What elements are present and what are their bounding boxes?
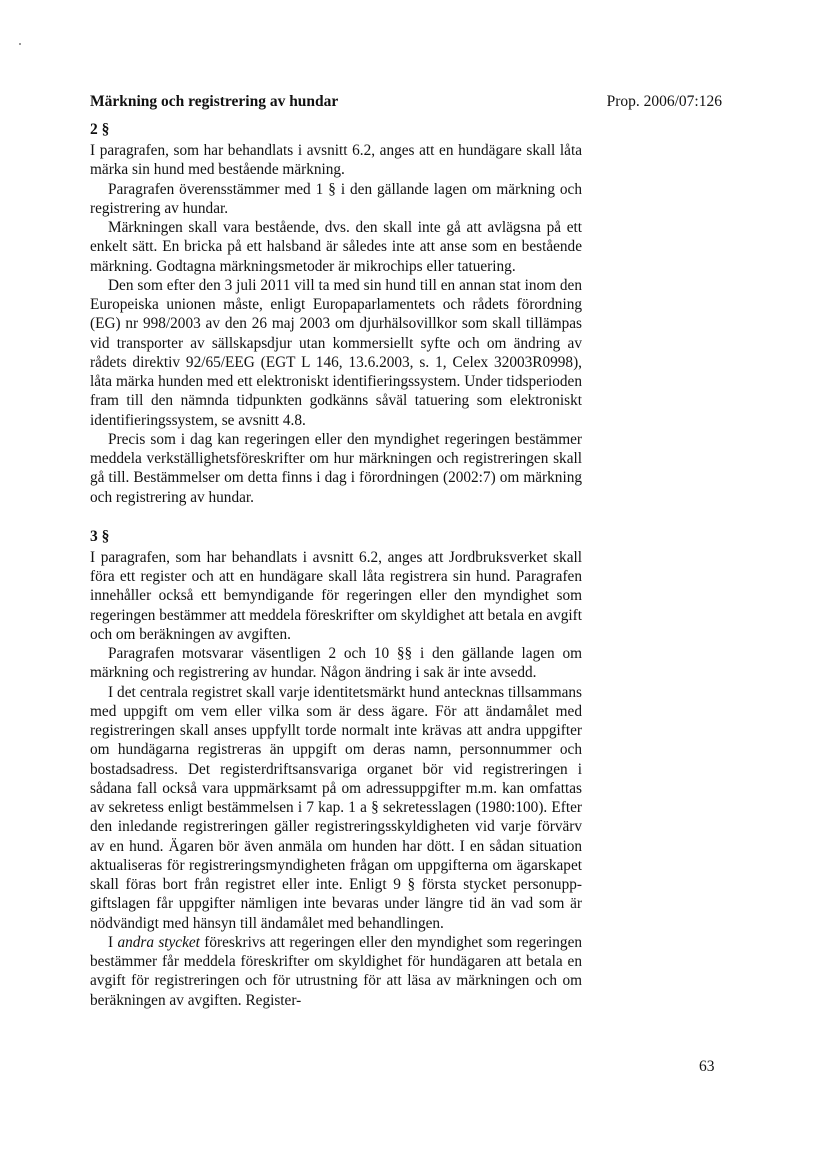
header-prop-reference: Prop. 2006/07:126 <box>606 93 722 110</box>
text-run: I <box>108 933 118 951</box>
body-paragraph-last <box>90 933 582 1010</box>
body-paragraph: Märkningen skall vara bestående, dvs. den skall inte gå att avlägsna på ett enkelt sätt. En bricka på ett halsband är således inte att anse som en bestående märkning. Godtagna märkningsmetoder är mikrochips eller tatuering. <box>90 219 582 275</box>
main-content <box>90 120 582 1010</box>
section-heading: 3 § <box>90 527 110 545</box>
body-paragraph: Den som efter den 3 juli 2011 vill ta med sin hund till en annan stat inom den Europeiska unionen måste, enligt Europaparlamentets och rådets förordning (EG) nr 998/2003 av den 26 maj 2003 om djurhälsovillkor som skall tillämpas vid transporter av sällskapsdjur utan kommersiellt syfte och om ändring av rådets direktiv 92/65/EEG (EGT L 146, 13.6.2003, s. 1, Celex 32003R0998), låta märka hunden med ett elektroniskt identifieringssystem. Under tidsperioden fram till den nämnda tidpunkten godkänns såväl tatuering som elektroniskt identifieringssystem, se avsnitt 4.8. <box>90 276 582 429</box>
scan-speck <box>19 43 21 45</box>
body-paragraph: I paragrafen, som har behandlats i avsnitt 6.2, anges att en hundägare skall låta märka sin hund med bestående märkning. <box>90 142 582 179</box>
emphasized-reference: andra stycket <box>117 933 200 951</box>
section-3-paragraph <box>90 527 582 1010</box>
header-title: Märkning och registrering av hundar <box>90 93 339 110</box>
page-number: 63 <box>699 1058 715 1075</box>
running-header <box>90 93 722 115</box>
body-paragraph: Paragrafen överensstämmer med 1 § i den gällande lagen om märkning och registrering av hundar. <box>90 180 582 217</box>
body-paragraph: Paragrafen motsvarar väsentligen 2 och 10 §§ i den gällande lagen om märkning och registrering av hundar. Någon ändring i sak är inte avsedd. <box>90 645 582 682</box>
section-heading: 2 § <box>90 121 110 138</box>
text-run: föreskrivs att regeringen eller den myndighet som regeringen bestämmer får meddela föreskrifter om skyldighet för hundägaren att betala en avgift för registreringen och för utrustning för att läsa av märkningen och om beräkningen av avgiften. Register- <box>90 933 583 1009</box>
body-paragraph: Precis som i dag kan regeringen eller den myndighet regeringen bestämmer meddela verkställighetsföreskrifter om hur märkningen och registreringen skall gå till. Bestämmelser om detta finns i dag i förordningen (2002:7) om märkning och registrering av hundar. <box>90 430 582 506</box>
section-2-paragraph <box>90 120 582 507</box>
body-paragraph: I paragrafen, som har behandlats i avsnitt 6.2, anges att Jordbruksverket skall föra ett register och att en hundägare skall låta registrera sin hund. Paragrafen innehåller också ett bemyndigande för regeringen eller den myndighet som regeringen bestämmer att meddela föreskrifter om skyldighet att betala en avgift och om beräkningen av avgiften. <box>90 548 582 643</box>
body-paragraph: I det centrala registret skall varje identitetsmärkt hund antecknas tillsammans med uppgift om vem eller vilka som är dess ägare. För att ändamålet med registreringen skall anses uppfyllt torde normalt inte krävas att andra uppgifter om hundägarna registreras än uppgift om deras namn, personnummer och bostadsadress. Det registerdriftsansvariga organet bör vid registreringen i sådana fall också vara uppmärksamt på om adressuppgifter m.m. kan omfattas av sekretess enligt bestämmelsen i 7 kap. 1 a § sekretesslagen (1980:100). Efter den inledande registreringen gäller registreringsskyldigheten vid varje förvärv av en hund. Ägaren bör även anmäla om hunden har dött. I en sådan situation aktualiseras för registreringsmyndigheten frågan om uppgifterna om ägarskapet skall föras bort från registret eller inte. Enligt 9 § första stycket personuppgiftslagen får uppgifter nämligen inte bevaras under längre tid än vad som är nödvändigt med hänsyn till ändamålet med behandlingen. <box>90 683 582 932</box>
